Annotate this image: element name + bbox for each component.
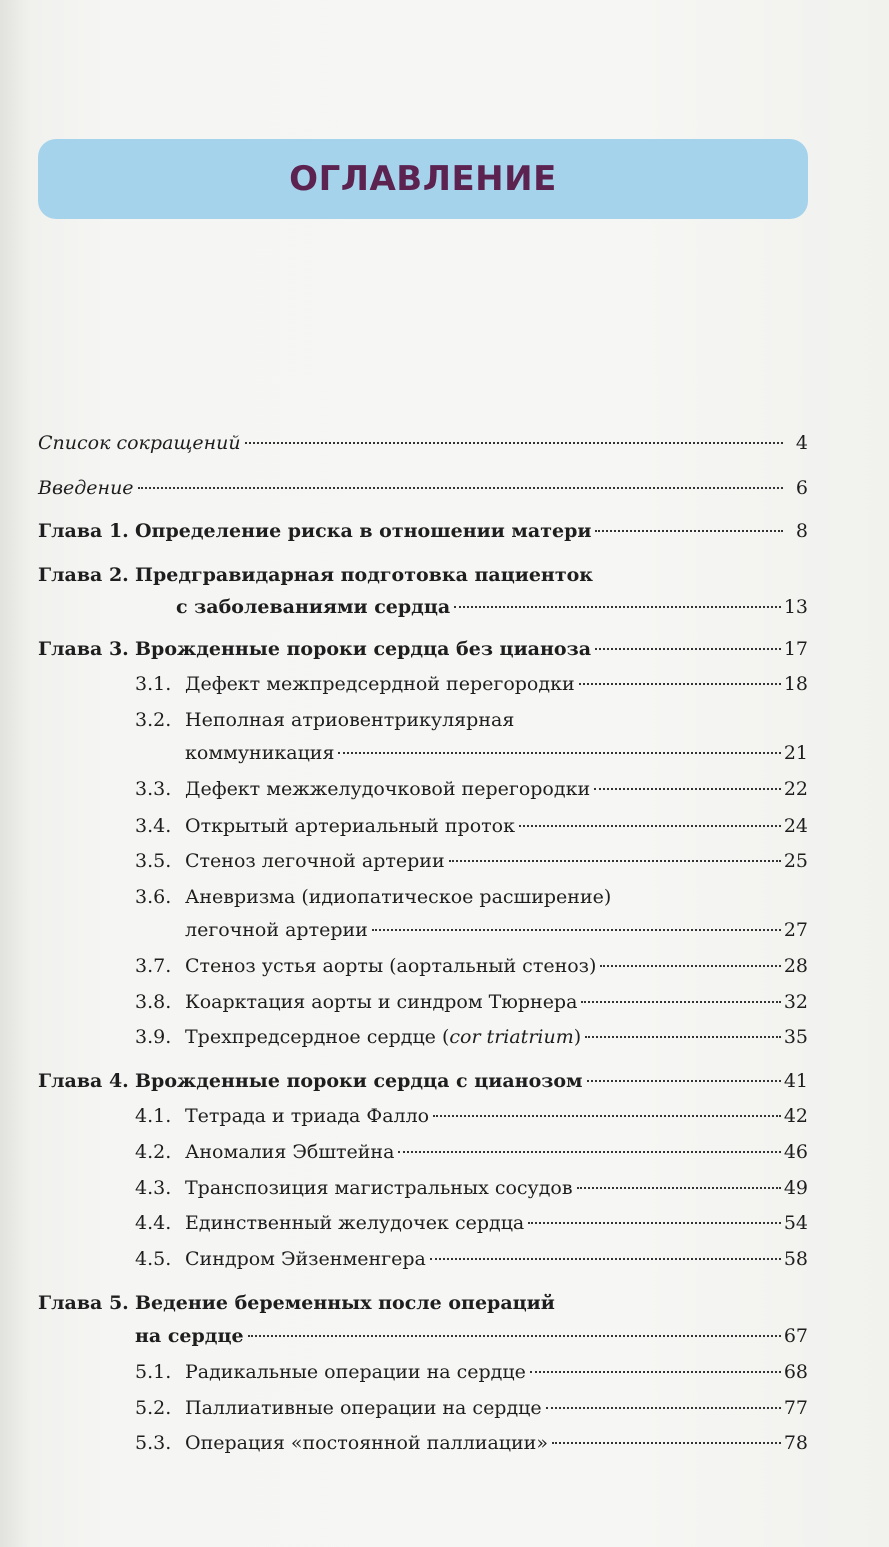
toc-section-title: Тетрада и триада Фалло [185,1105,430,1127]
toc-section-title: Единственный желудочек сердца [185,1212,525,1234]
toc-entry-abbreviations[interactable] [38,431,808,455]
toc-page-number: 6 [795,477,808,499]
toc-section-title: Дефект межжелудочковой перегородки [185,778,591,800]
toc-page-number: 41 [783,1070,808,1092]
section-number: 4.5. [135,1248,172,1270]
toc-page-number: 17 [783,638,808,660]
toc-chapter-title-line: Предгравидарная подготовка пациенток [135,564,594,586]
dot-leader [600,965,780,967]
toc-entry-introduction[interactable] [38,476,808,500]
section-number: 3.3. [135,778,172,800]
section-number: 5.1. [135,1361,172,1383]
toc-page-number: 21 [783,742,808,764]
section-number: 5.2. [135,1397,172,1419]
dot-leader [594,788,781,790]
dot-leader [595,648,781,650]
dot-leader [398,1151,780,1153]
dot-leader [454,606,781,608]
toc-section-3-2[interactable] [185,741,808,765]
section-number: 3.8. [135,991,172,1013]
toc-section-3-7[interactable] [185,954,808,978]
toc-page-number: 35 [783,1026,808,1048]
toc-page-number: 28 [783,955,808,977]
toc-section-5-3[interactable] [185,1431,808,1455]
section-number: 3.2. [135,709,172,731]
toc-chapter-title-line: Ведение беременных после операций [135,1292,555,1314]
dot-leader [577,1187,781,1189]
toc-entry-title: Введение [38,477,134,499]
dot-leader [138,487,783,489]
dot-leader [372,929,781,931]
section-number: 3.5. [135,850,172,872]
page-title: ОГЛАВЛЕНИЕ [289,159,557,199]
toc-page-number: 58 [783,1248,808,1270]
toc-page-number: 25 [783,850,808,872]
section-number: 5.3. [135,1432,172,1454]
toc-section-title: Стеноз легочной артерии [185,850,445,872]
toc-page-number: 8 [795,520,808,542]
toc-page-number: 27 [783,919,808,941]
chapter-label: Глава 2. [38,564,129,586]
toc-page-number: 4 [795,432,808,454]
toc-page-number: 13 [783,596,808,618]
dot-leader [585,1036,781,1038]
toc-chapter-title: Врожденные пороки сердца без цианоза [135,638,592,660]
dot-leader [530,1371,781,1373]
toc-section-title: коммуникация [185,742,335,764]
section-number: 4.2. [135,1141,172,1163]
toc-section-3-6[interactable] [185,918,808,942]
dot-leader [595,530,783,532]
toc-section-4-3[interactable] [185,1176,808,1200]
dot-leader [581,1001,780,1003]
dot-leader [519,825,781,827]
section-number: 4.1. [135,1105,172,1127]
section-number: 3.7. [135,955,172,977]
toc-page-number: 32 [783,991,808,1013]
toc-chapter-2[interactable] [176,595,808,619]
toc-section-4-4[interactable] [185,1211,808,1235]
toc-page-number: 78 [783,1432,808,1454]
toc-section-4-2[interactable] [185,1140,808,1164]
toc-section-title: Радикальные операции на сердце [185,1361,526,1383]
toc-section-5-2[interactable] [185,1396,808,1420]
dot-leader [449,860,781,862]
toc-section-title: Коарктация аорты и синдром Тюрнера [185,991,578,1013]
toc-section-3-4[interactable] [185,814,808,838]
dot-leader [338,752,780,754]
toc-page-number: 46 [783,1141,808,1163]
toc-chapter-5[interactable] [135,1324,808,1348]
toc-section-3-1[interactable] [185,672,808,696]
toc-chapter-title: Врожденные пороки сердца с цианозом [135,1070,583,1092]
toc-page-number: 49 [783,1177,808,1199]
toc-section-title: Стеноз устья аорты (аортальный стеноз) [185,955,597,977]
toc-section-title [185,1025,581,1049]
dot-leader [579,683,781,685]
toc-chapter-title: с заболеваниями сердца [176,596,451,618]
section-number: 3.4. [135,815,172,837]
toc-section-3-9[interactable] [185,1025,808,1049]
toc-section-title-end: ) [573,1026,582,1048]
toc-chapter-1[interactable] [135,519,808,543]
toc-section-3-3[interactable] [185,777,808,801]
toc-chapter-title: на сердце [135,1325,244,1347]
dot-leader [430,1258,781,1260]
section-number: 4.4. [135,1212,172,1234]
chapter-label: Глава 1. [38,520,129,542]
section-number: 3.6. [135,886,172,908]
toc-section-title: Операция «постоянной паллиации» [185,1432,548,1454]
toc-section-title: Паллиативные операции на сердце [185,1397,542,1419]
dot-leader [587,1080,781,1082]
section-number: 4.3. [135,1177,172,1199]
toc-page-number: 68 [783,1361,808,1383]
dot-leader [552,1442,781,1444]
toc-page-number: 67 [783,1325,808,1347]
toc-entry-title: Список сокращений [38,432,241,454]
toc-section-title: Транспозиция магистральных сосудов [185,1177,573,1199]
dot-leader [528,1222,781,1224]
toc-section-5-1[interactable] [185,1360,808,1384]
toc-section-title-main: Трехпредсердное сердце ( [185,1026,450,1048]
dot-leader [433,1115,781,1117]
toc-page-number: 77 [783,1397,808,1419]
toc-section-3-8[interactable] [185,990,808,1014]
dot-leader [546,1407,781,1409]
toc-section-title-latin: cor triatrium [449,1026,574,1048]
toc-section-4-1[interactable] [185,1104,808,1128]
toc-section-title: Дефект межпредсердной перегородки [185,673,575,695]
toc-page-number: 42 [783,1105,808,1127]
toc-section-title-line: Аневризма (идиопатическое расширение) [185,886,612,908]
toc-section-4-5[interactable] [185,1247,808,1271]
chapter-label: Глава 3. [38,638,129,660]
toc-section-3-5[interactable] [185,849,808,873]
section-number: 3.1. [135,673,172,695]
toc-section-title: Открытый артериальный проток [185,815,515,837]
toc-section-title-line: Неполная атриовентрикулярная [185,709,515,731]
dot-leader [245,442,783,444]
toc-page-number: 24 [783,815,808,837]
toc-section-title: Аномалия Эбштейна [185,1141,395,1163]
toc-page-number: 22 [783,778,808,800]
dot-leader [248,1335,781,1337]
section-number: 3.9. [135,1026,172,1048]
toc-page-number: 54 [783,1212,808,1234]
toc-section-title: Синдром Эйзенменгера [185,1248,426,1270]
toc-page-number: 18 [783,673,808,695]
chapter-label: Глава 4. [38,1070,129,1092]
toc-chapter-title: Определение риска в отношении матери [135,520,592,542]
toc-chapter-3[interactable] [135,637,808,661]
toc-section-title: легочной артерии [185,919,368,941]
chapter-label: Глава 5. [38,1292,129,1314]
toc-chapter-4[interactable] [135,1069,808,1093]
